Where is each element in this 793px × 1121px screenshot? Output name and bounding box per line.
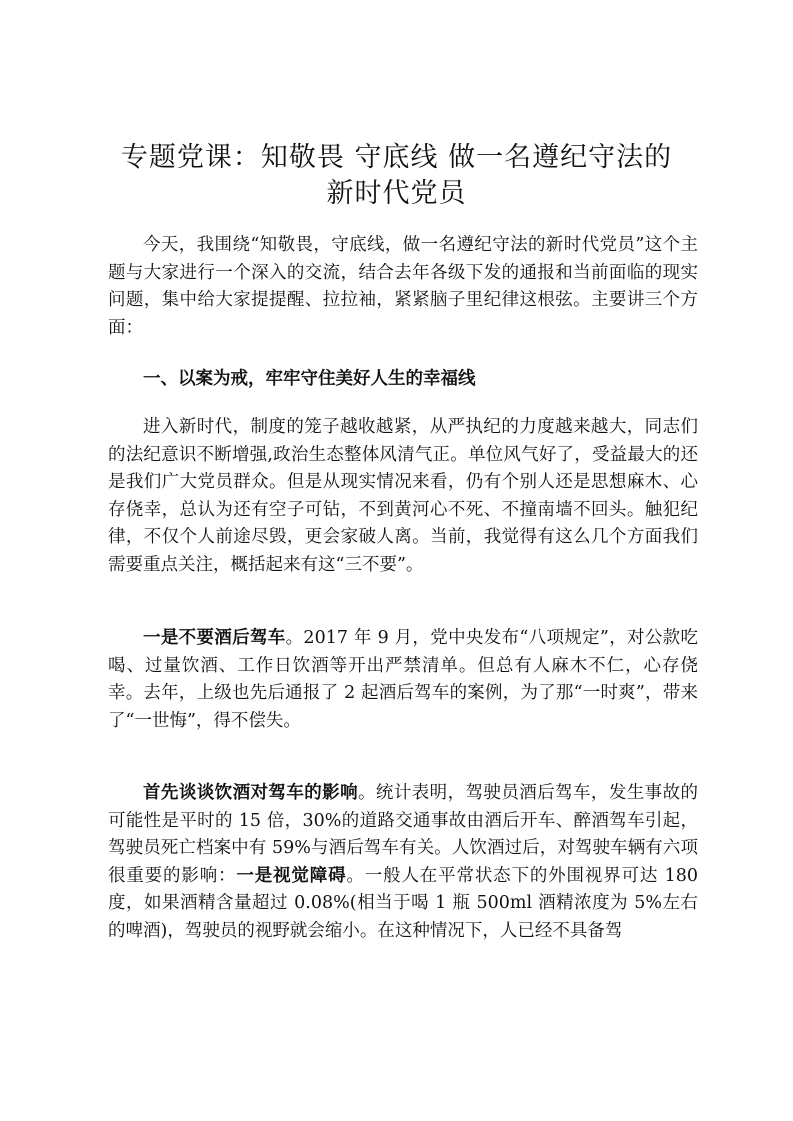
title-line-1: 专题党课：知敬畏 守底线 做一名遵纪守法的 (120, 142, 673, 173)
point-2-lead-2: 一是视觉障碍 (236, 865, 347, 886)
intro-paragraph: 今天，我围绕“知敬畏，守底线，做一名遵纪守法的新时代党员”这个主题与大家进行一个深入的交流，结合去年各级下发的通报和当前面临的现实问题，集中给大家提提醒、拉拉袖，紧紧脑子里纪律这根弦。主要讲三个方面： (108, 235, 698, 338)
point-1-paragraph (108, 625, 698, 735)
point-1-lead: 一是不要酒后驾车 (143, 628, 286, 648)
title-line-2: 新时代党员 (326, 178, 467, 209)
point-2-text-2: 。一般人在平常状态下的外围视界可达 180 度，如果酒精含量超过 0.08%(相当于喝 1 瓶 500ml 酒精浓度为 5%左右的啤酒)，驾驶员的视野就会缩小。在这种情况下，人已经不具备驾 (108, 865, 699, 941)
section-heading-1: 一、以案为戒，牢牢守住美好人生的幸福线 (143, 369, 476, 389)
point-2-paragraph (108, 780, 698, 945)
section-1-paragraph: 进入新时代，制度的笼子越收越紧，从严执纪的力度越来越大，同志们的法纪意识不断增强,政治生态整体风清气正。单位风气好了，受益最大的还是我们广大党员群众。但是从现实情况来看，仍有个别人还是思想麻木、心存侥幸，总认为还有空子可钻，不到黄河心不死、不撞南墙不回头。触犯纪律，不仅个人前途尽毁，更会家破人离。当前，我觉得有这么几个方面我们需要重点关注，概括起来有这“三不要”。 (108, 417, 698, 575)
point-2-text-1: 。统计表明，驾驶员酒后驾车，发生事故的可能性是平时的 15 倍，30%的道路交通事故由酒后开车、醉酒驾车引起，驾驶员死亡档案中有 59%与酒后驾车有关。人饮酒过后，对驾驶车辆有六项很重要的影响： (108, 783, 698, 886)
point-1-text: 。2017 年 9 月，党中央发布“八项规定”，对公款吃喝、过量饮酒、工作日饮酒等开出严禁清单。但总有人麻木不仁，心存侥幸。去年，上级也先后通报了 2 起酒后驾车的案例，为了那“一时爽”，带来了“一世悔”，得不偿失。 (108, 628, 698, 731)
document-title (100, 140, 693, 212)
point-2-lead: 首先谈谈饮酒对驾车的影响 (143, 783, 358, 803)
